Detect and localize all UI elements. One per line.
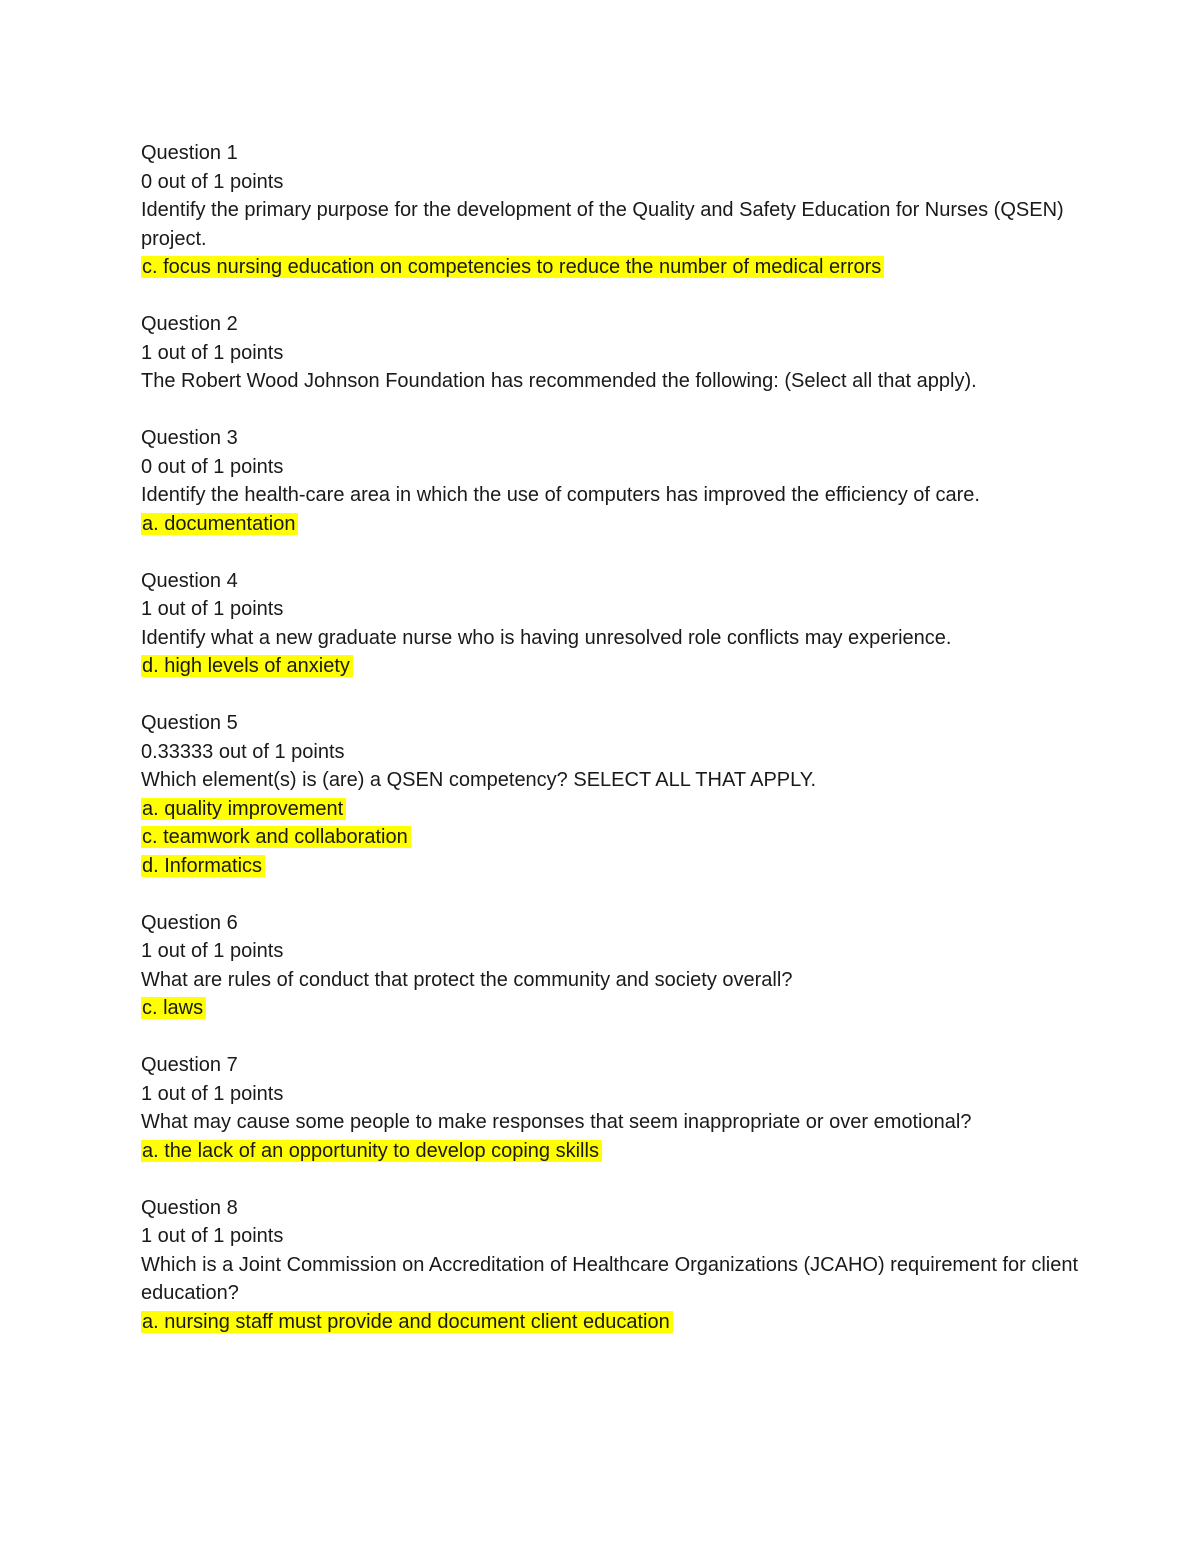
question-score: 1 out of 1 points [141, 1225, 284, 1247]
question-block [141, 424, 1101, 538]
question-score: 1 out of 1 points [141, 341, 284, 364]
highlighted-answer: c. focus nursing education on competencies to reduce the number of medical errors [141, 256, 884, 278]
question-block [141, 1051, 1101, 1165]
answer-line [141, 1308, 1101, 1337]
question-score: 1 out of 1 points [141, 598, 284, 620]
question-block [141, 567, 1101, 681]
question-block [141, 909, 1101, 1023]
question-title: Question 6 [141, 911, 238, 934]
question-prompt: What may cause some people to make responses that seem inappropriate or over emotional? [141, 1111, 972, 1133]
question-block [141, 310, 1101, 396]
question-prompt: Which element(s) is (are) a QSEN competency? SELECT ALL THAT APPLY. [141, 769, 817, 791]
question-prompt: Identify the primary purpose for the development of the Quality and Safety Education for Nurses (QSEN) project. [141, 199, 1064, 250]
question-prompt: What are rules of conduct that protect the community and society overall? [141, 968, 793, 991]
question-score: 0 out of 1 points [141, 455, 284, 478]
question-title: Question 5 [141, 712, 238, 734]
answer-line [141, 253, 1101, 282]
question-prompt: The Robert Wood Johnson Foundation has recommended the following: (Select all that apply). [141, 370, 977, 392]
highlighted-answer: a. the lack of an opportunity to develop coping skills [141, 1140, 602, 1162]
highlighted-answer: a. nursing staff must provide and document client education [141, 1311, 673, 1333]
answer-line [141, 994, 1101, 1023]
question-title: Question 2 [141, 313, 238, 335]
question-title: Question 3 [141, 427, 238, 449]
highlighted-answer: d. Informatics [141, 855, 265, 877]
question-title: Question 4 [141, 569, 238, 592]
question-prompt: Which is a Joint Commission on Accreditation of Healthcare Organizations (JCAHO) requirement for client education? [141, 1253, 1079, 1304]
question-score: 0 out of 1 points [141, 170, 284, 193]
highlighted-answer: a. documentation [141, 513, 298, 535]
answer-line [141, 852, 1101, 881]
answer-line [141, 1137, 1101, 1166]
question-block [141, 139, 1101, 282]
question-score: 0.33333 out of 1 points [141, 740, 345, 763]
highlighted-answer: c. teamwork and collaboration [141, 826, 411, 848]
question-prompt: Identify what a new graduate nurse who is having unresolved role conflicts may experience. [141, 626, 952, 649]
question-prompt: Identify the health-care area in which the use of computers has improved the efficiency of care. [141, 484, 980, 506]
highlighted-answer: c. laws [141, 997, 206, 1019]
answer-line [141, 795, 1101, 824]
quiz-document [141, 139, 1101, 1365]
question-title: Question 8 [141, 1196, 238, 1219]
highlighted-answer: d. high levels of anxiety [141, 655, 353, 677]
highlighted-answer: a. quality improvement [141, 798, 346, 820]
answer-line [141, 510, 1101, 539]
question-block [141, 709, 1101, 880]
question-score: 1 out of 1 points [141, 940, 284, 962]
question-block [141, 1194, 1101, 1337]
question-title: Question 1 [141, 142, 238, 164]
answer-line [141, 652, 1101, 681]
answer-line [141, 823, 1101, 852]
question-score: 1 out of 1 points [141, 1082, 284, 1105]
question-title: Question 7 [141, 1054, 238, 1076]
